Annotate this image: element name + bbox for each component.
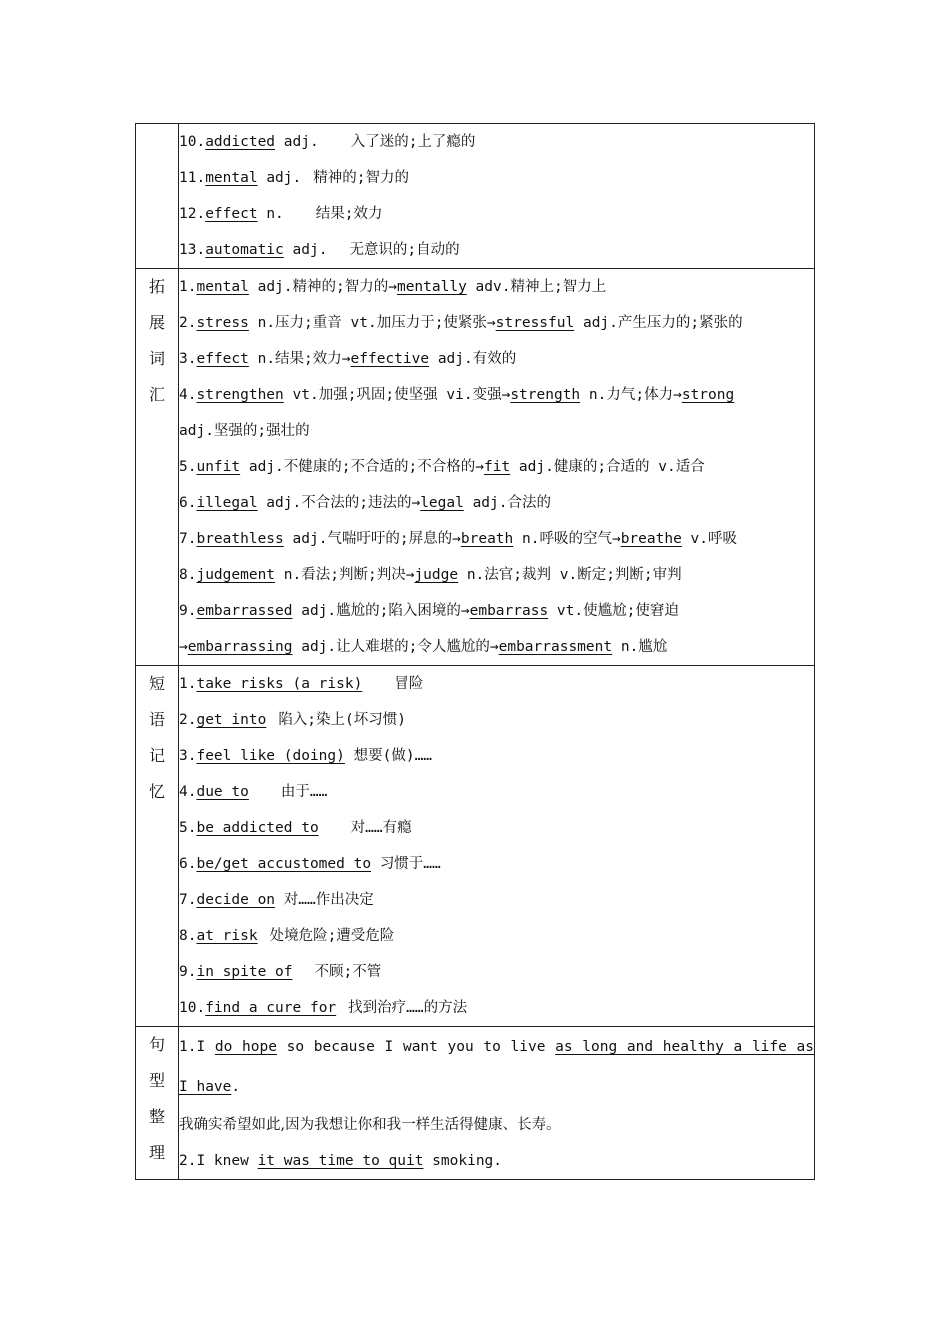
vocab-word: strengthen [196, 387, 284, 403]
vocabulary-table [135, 123, 815, 1180]
meaning: 对……作出决定 [283, 892, 374, 908]
list-item: 8.at risk 处境危险;遭受危险 [179, 928, 395, 944]
list-item: 9.embarrassed adj.尴尬的;陷入困境的→embarrass vt.使尴尬;使窘迫 [179, 603, 679, 619]
meaning: 无意识的;自动的 [349, 242, 460, 258]
meaning: 冒险 [394, 676, 424, 692]
extended-vocabulary-list [179, 269, 815, 666]
list-item-continuation: adj.坚强的;强壮的 [179, 423, 310, 439]
vocab-word: effective [350, 351, 430, 367]
phrase: at risk [196, 928, 258, 944]
list-item: 7.decide on 对……作出决定 [179, 892, 374, 908]
phrase: decide on [196, 892, 276, 908]
vocab-word: embarrassed [196, 603, 293, 619]
list-item: 4.due to 由于…… [179, 784, 328, 800]
vocab-word: mental [205, 170, 258, 186]
list-item: 10.addicted adj. 入了迷的;上了瘾的 [179, 134, 476, 150]
phrase: get into [196, 712, 267, 728]
vocab-word: automatic [205, 242, 284, 258]
section-label-sentence-patterns: 句 型 整 理 [136, 1027, 179, 1180]
list-item: 1.mental adj.精神的;智力的→mentally adv.精神上;智力上 [179, 279, 607, 295]
meaning: 找到治疗……的方法 [348, 1000, 468, 1016]
list-item: 6.be/get accustomed to 习惯于…… [179, 856, 441, 872]
vocab-word: effect [196, 351, 249, 367]
phrase: be addicted to [196, 820, 319, 836]
core-vocabulary-list [179, 124, 815, 269]
section-label-empty [136, 124, 179, 269]
vocab-word: strength [510, 387, 581, 403]
section-label-extended-vocabulary: 拓 展 词 汇 [136, 269, 179, 666]
phrase-list [179, 666, 815, 1027]
list-item-continuation: →embarrassing adj.让人难堪的;令人尴尬的→embarrassment n.尴尬 [179, 639, 668, 655]
list-item: 3.feel like (doing) 想要(做)…… [179, 748, 433, 764]
phrase: find a cure for [205, 1000, 337, 1016]
vocab-word: embarrassing [187, 639, 293, 655]
phrase: due to [196, 784, 249, 800]
list-item: 4.strengthen vt.加强;巩固;使坚强 vi.变强→strength n.力气;体力→strong [179, 387, 735, 403]
section-label-phrase-memory: 短 语 记 忆 [136, 666, 179, 1027]
part-of-speech: adj. [292, 242, 328, 258]
sentence-2-english: 2.I knew it was time to quit smoking. [179, 1153, 503, 1169]
part-of-speech: adj. [266, 170, 302, 186]
vocab-word: breathe [620, 531, 682, 547]
list-item: 8.judgement n.看法;判断;判决→judge n.法官;裁判 v.断定;判断;审判 [179, 567, 682, 583]
key-structure: as long and healthy a life as I have [179, 1039, 814, 1095]
list-item: 2.stress n.压力;重音 vt.加压力于;使紧张→stressful adj.产生压力的;紧张的 [179, 315, 743, 331]
phrase: in spite of [196, 964, 293, 980]
meaning: 入了迷的;上了瘾的 [350, 134, 476, 150]
meaning: 想要(做)…… [353, 748, 433, 764]
vocab-word: effect [205, 206, 258, 222]
key-structure: do hope [214, 1039, 277, 1055]
meaning: 陷入;染上(坏习惯) [278, 712, 407, 728]
sentence-1-translation: 我确实希望如此,因为我想让你和我一样生活得健康、长寿。 [179, 1117, 561, 1133]
sentence-pattern-list [179, 1027, 815, 1180]
meaning: 习惯于…… [379, 856, 441, 872]
vocab-word: judgement [196, 567, 276, 583]
list-item: 9.in spite of 不顾;不管 [179, 964, 382, 980]
list-item: 10.find a cure for 找到治疗……的方法 [179, 1000, 468, 1016]
vocab-word: embarrassment [498, 639, 613, 655]
vocab-word: stressful [495, 315, 575, 331]
section-sentence-patterns [136, 1027, 815, 1180]
meaning: 结果;效力 [315, 206, 383, 222]
vocab-word: mentally [396, 279, 467, 295]
vocab-word: fit [483, 459, 511, 475]
phrase: be/get accustomed to [196, 856, 372, 872]
vocab-word: breath [460, 531, 514, 547]
list-item: 6.illegal adj.不合法的;违法的→legal adj.合法的 [179, 495, 551, 511]
phrase: take risks (a risk) [196, 676, 363, 692]
sentence-1-english: 1.I do hope so because I want you to live as long and healthy a life as I have. [179, 1039, 814, 1095]
list-item: 1.take risks (a risk) 冒险 [179, 676, 424, 692]
part-of-speech: n. [266, 206, 284, 222]
meaning: 由于…… [280, 784, 328, 800]
list-item: 3.effect n.结果;效力→effective adj.有效的 [179, 351, 517, 367]
list-item: 5.unfit adj.不健康的;不合适的;不合格的→fit adj.健康的;合适的 v.适合 [179, 459, 705, 475]
vocab-word: strong [681, 387, 735, 403]
vocab-word: unfit [196, 459, 241, 475]
meaning: 对……有瘾 [350, 820, 412, 836]
section-extended-vocabulary [136, 269, 815, 666]
list-item: 13.automatic adj. 无意识的;自动的 [179, 242, 460, 258]
vocab-word: legal [420, 495, 464, 511]
vocab-word: addicted [205, 134, 276, 150]
list-item: 7.breathless adj.气喘吁吁的;屏息的→breath n.呼吸的空气→breathe v.呼吸 [179, 531, 738, 547]
vocab-word: breathless [196, 531, 284, 547]
key-structure: it was time to quit [257, 1153, 424, 1169]
vocab-word: embarrass [469, 603, 549, 619]
meaning: 处境危险;遭受危险 [269, 928, 395, 944]
list-item: 11.mental adj. 精神的;智力的 [179, 170, 409, 186]
phrase: feel like (doing) [196, 748, 345, 764]
list-item: 5.be addicted to 对……有瘾 [179, 820, 412, 836]
list-item: 2.get into 陷入;染上(坏习惯) [179, 712, 407, 728]
vocab-word: judge [414, 567, 459, 583]
meaning: 精神的;智力的 [313, 170, 409, 186]
part-of-speech: adj. [283, 134, 319, 150]
vocab-word: illegal [196, 495, 258, 511]
meaning: 不顾;不管 [314, 964, 382, 980]
list-item: 12.effect n. 结果;效力 [179, 206, 383, 222]
section-core-vocabulary [136, 124, 815, 269]
vocab-word: mental [196, 279, 249, 295]
vocab-word: stress [196, 315, 249, 331]
section-phrase-memory [136, 666, 815, 1027]
